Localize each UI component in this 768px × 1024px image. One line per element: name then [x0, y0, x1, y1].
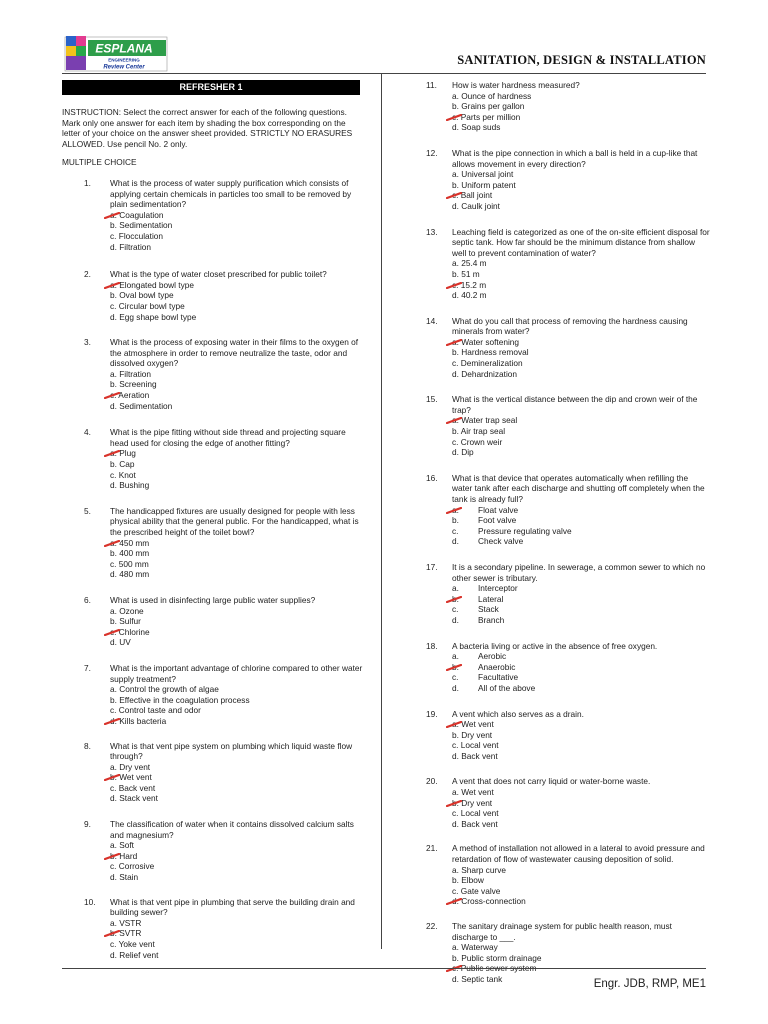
question-number: 12.	[426, 147, 438, 158]
option-text: Pressure regulating valve	[478, 525, 572, 536]
answer-option: d. Bushing	[110, 480, 150, 491]
question-number: 18.	[426, 640, 438, 651]
answer-option: d. Relief vent	[110, 949, 159, 960]
question-text: The handicapped fixtures are usually designed for people with less physical ability that the general public. For the handicapped, what is the prescribed height of the toilet bowl?	[110, 505, 359, 537]
answer-option: b. Hardness removal	[452, 347, 529, 358]
answer-option: d. Back vent	[452, 750, 498, 761]
answer-option: a. VSTR	[110, 917, 142, 928]
answer-option: a. Ozone	[110, 605, 144, 616]
option-letter: a.	[452, 583, 459, 594]
option-text: Interceptor	[478, 583, 518, 594]
option-letter: d.	[452, 536, 459, 547]
answer-option: c. Yoke vent	[110, 939, 155, 949]
question-number: 6.	[84, 594, 91, 605]
answer-option: c. Circular bowl type	[110, 300, 185, 311]
question-16	[426, 473, 710, 547]
answer-option	[452, 583, 710, 594]
answer-option: d. Filtration	[110, 241, 152, 252]
question-12	[426, 148, 710, 212]
answer-option: b. Dry vent	[452, 729, 493, 740]
svg-text:Review Center: Review Center	[103, 64, 145, 71]
answer-option: a. Coagulation	[110, 210, 364, 221]
answer-option: c. 15.2 m	[452, 280, 710, 291]
question-number: 16.	[426, 472, 438, 483]
question-text: What is that vent pipe in plumbing that serve the building drain and building sewer?	[110, 896, 355, 918]
question-text: A vent which also serves as a drain.	[452, 708, 584, 719]
question-number: 20.	[426, 776, 438, 787]
question-text: How is water hardness measured?	[452, 80, 580, 90]
answer-option: b. Air trap seal	[452, 426, 506, 437]
option-letter: c.	[452, 672, 459, 683]
question-10	[62, 897, 364, 961]
answer-option: c. Public sewer system	[452, 963, 710, 974]
answer-option	[452, 604, 710, 615]
answer-option: b. 400 mm	[110, 548, 150, 559]
question-body	[452, 921, 710, 985]
option-letter: b.	[452, 515, 459, 526]
answer-option: b. Sedimentation	[110, 220, 173, 231]
question-body	[110, 506, 364, 580]
svg-text:ENGINEERING: ENGINEERING	[108, 57, 140, 63]
answer-option: b. Sulfur	[110, 616, 141, 627]
answer-option: b. Uniform patent	[452, 179, 516, 190]
question-number: 5.	[84, 505, 91, 516]
answer-option: a. Soft	[110, 840, 134, 851]
answer-option: d. Stack vent	[110, 793, 158, 804]
question-9	[62, 819, 364, 883]
question-17	[426, 562, 710, 626]
answer-option: c. Flocculation	[110, 230, 164, 241]
answer-option: a. Sharp curve	[452, 864, 506, 875]
answer-option: b. Screening	[110, 379, 157, 390]
option-text: All of the above	[478, 682, 536, 693]
answer-option: d. Cross-connection	[452, 896, 710, 907]
answer-option: b. Hard	[110, 851, 364, 862]
option-text: Branch	[478, 614, 505, 625]
option-letter: d.	[452, 682, 459, 693]
question-text: A vent that does not carry liquid or water-borne waste.	[452, 776, 651, 787]
option-letter: b.	[452, 661, 459, 672]
question-text: What is the pipe connection in which a ball is held in a cup-like that allows movement in every direction?	[452, 147, 698, 169]
answer-option: c. Control taste and odor	[110, 705, 201, 716]
question-number: 14.	[426, 315, 438, 326]
question-number: 15.	[426, 394, 438, 405]
question-text: What is the process of exposing water in their films to the oxygen of the atmosphere in order to remove neutralize the taste, odor and dissolved oxygen?	[110, 337, 359, 369]
column-divider	[381, 74, 382, 949]
question-body	[110, 663, 364, 727]
question-body	[452, 473, 710, 547]
question-body	[452, 843, 710, 907]
question-body	[110, 337, 364, 411]
question-number: 17.	[426, 561, 438, 572]
question-body	[110, 819, 364, 883]
question-18	[426, 641, 710, 694]
question-text: What is the process of water supply purification which consists of applying certain chemicals in particles too small to be removed by plain sedimentation?	[110, 177, 352, 210]
answer-option: d. Septic tank	[452, 973, 503, 984]
question-8	[62, 741, 364, 805]
footer-author: Engr. JDB, RMP, ME1	[593, 978, 706, 990]
question-3	[62, 337, 364, 411]
answer-option: d. Caulk joint	[452, 200, 500, 211]
answer-option	[452, 526, 710, 537]
answer-option: b. Public storm drainage	[452, 952, 542, 963]
answer-option: c. Corrosive	[110, 861, 155, 872]
answer-option	[452, 505, 710, 516]
question-number: 10.	[84, 896, 96, 907]
answer-option: a. Waterway	[452, 942, 498, 953]
question-text: What is the pipe fitting without side thread and projecting square head used for closing the edge of another fitting?	[110, 427, 346, 448]
question-number: 21.	[426, 843, 438, 854]
question-text: The sanitary drainage system for public health reason, must discharge to ___.	[452, 921, 672, 942]
answer-option: d. UV	[110, 637, 131, 648]
answer-option: d. Egg shape bowl type	[110, 311, 197, 322]
question-body	[452, 709, 710, 762]
answer-option	[452, 683, 710, 694]
answer-option: d. Soap suds	[452, 122, 501, 133]
question-text: What is used in disinfecting large public water supplies?	[110, 594, 316, 605]
question-19	[426, 709, 710, 762]
question-number: 22.	[426, 921, 438, 931]
option-letter: a.	[452, 651, 459, 662]
question-text: What do you call that process of removing the hardness causing minerals from water?	[452, 315, 688, 337]
question-7	[62, 663, 364, 727]
footer-rule	[62, 968, 706, 969]
question-text: What is the vertical distance between the dip and crown weir of the trap?	[452, 394, 698, 415]
question-2	[62, 269, 364, 322]
question-body	[452, 148, 710, 212]
answer-option: b. Grains per gallon	[452, 101, 525, 112]
answer-option: b. Wet vent	[110, 772, 364, 783]
question-text: What is that device that operates automatically when refilling the water tank after each discharge and shutting off completely when the tank is already full?	[452, 472, 705, 504]
answer-option: b. Dry vent	[452, 798, 710, 809]
question-number: 1.	[84, 177, 91, 188]
question-text: What is that vent pipe system on plumbing which liquid waste flow through?	[110, 740, 353, 762]
question-number: 9.	[84, 819, 91, 830]
question-body	[452, 562, 710, 626]
answer-option: c. Local vent	[452, 740, 499, 751]
question-text: What is the important advantage of chlorine compared to other water supply treatment?	[110, 662, 363, 684]
option-text: Aerobic	[478, 651, 507, 662]
answer-option	[452, 672, 710, 683]
answer-option: c. Knot	[110, 469, 136, 480]
question-body	[452, 80, 710, 133]
answer-option	[452, 515, 710, 526]
answer-option: a. Universal joint	[452, 169, 514, 180]
left-column	[62, 80, 364, 960]
question-body	[452, 776, 710, 829]
answer-option: c. Gate valve	[452, 885, 501, 896]
answer-option	[452, 651, 710, 662]
question-text: A method of installation not allowed in a lateral to avoid pressure and retardation of flow of wastewater causing deposition of solid.	[452, 843, 705, 865]
answer-option: c. Ball joint	[452, 190, 710, 201]
refresher-title: REFRESHER 1	[62, 80, 360, 95]
option-letter: d.	[452, 614, 459, 625]
answer-option: d. 480 mm	[110, 569, 150, 580]
answer-option: d. Dehardnization	[452, 368, 518, 379]
instruction-text: INSTRUCTION: Select the correct answer for each of the following questions. Mark only one answer for each item by shading the box corresponding on the letter of your choice on the answer sheet provided. STRICTLY NO ERASURES ALLOWED. Use pencil No. 2 only.	[62, 107, 353, 149]
question-body	[110, 595, 364, 648]
question-body	[110, 897, 364, 961]
option-text: Check valve	[478, 536, 524, 547]
answer-option: a. 25.4 m	[452, 258, 487, 269]
question-body	[452, 641, 710, 694]
answer-option: a. Plug	[110, 448, 364, 459]
answer-option: d. Dip	[452, 447, 474, 458]
question-14	[426, 316, 710, 380]
answer-option: c. 500 mm	[110, 558, 149, 569]
answer-option: c. Back vent	[110, 782, 156, 793]
question-number: 19.	[426, 708, 438, 719]
answer-option: d. Sedimentation	[110, 400, 173, 411]
answer-option: c. Chlorine	[110, 627, 364, 638]
question-number: 7.	[84, 662, 91, 673]
answer-option: a. 450 mm	[110, 538, 364, 549]
question-5	[62, 506, 364, 580]
header-rule	[62, 73, 706, 74]
question-text: Leaching field is categorized as one of the on-site efficient disposal for septic tank. How far should be the minimum distance from shallow well to prevent contamination of water?	[452, 226, 710, 258]
answer-option: a. Filtration	[110, 368, 152, 379]
answer-option: c. Aeration	[110, 390, 364, 401]
question-body	[452, 316, 710, 380]
option-letter: c.	[452, 604, 459, 615]
answer-option: a. Dry vent	[110, 761, 151, 772]
question-20	[426, 776, 710, 829]
answer-option: d. Stain	[110, 872, 139, 883]
answer-option: a. Water trap seal	[452, 415, 710, 426]
question-body	[110, 427, 364, 491]
option-text: Lateral	[478, 593, 504, 604]
question-6	[62, 595, 364, 648]
question-text: A bacteria living or active in the absence of free oxygen.	[452, 640, 658, 651]
question-text: What is the type of water closet prescribed for public toilet?	[110, 269, 327, 280]
answer-option	[452, 662, 710, 673]
answer-option: b. Effective in the coagulation process	[110, 694, 250, 705]
option-letter: b.	[452, 593, 459, 604]
option-text: Anaerobic	[478, 661, 516, 672]
answer-option: b. 51 m	[452, 268, 480, 279]
question-number: 4.	[84, 427, 91, 438]
answer-option: b. SVTR	[110, 928, 364, 939]
question-1	[62, 178, 364, 252]
answer-option: d. Back vent	[452, 818, 498, 829]
question-body	[110, 178, 364, 252]
question-21	[426, 843, 710, 907]
option-text: Stack	[478, 604, 499, 615]
answer-option: d. Kills bacteria	[110, 716, 364, 727]
answer-option: a. Control the growth of algae	[110, 684, 219, 695]
document-title: SANITATION, DESIGN & INSTALLATION	[457, 53, 706, 67]
answer-option	[452, 536, 710, 547]
question-text: It is a secondary pipeline. In sewerage, a common sewer to which no other sewer is tributary.	[452, 561, 706, 583]
answer-option	[452, 594, 710, 605]
answer-option	[452, 615, 710, 626]
left-question-list	[62, 178, 364, 960]
svg-text:ESPLANA: ESPLANA	[95, 41, 153, 56]
question-number: 2.	[84, 269, 91, 280]
question-4	[62, 427, 364, 491]
question-body	[452, 394, 710, 458]
question-number: 11.	[426, 80, 437, 90]
question-13	[426, 227, 710, 301]
question-number: 8.	[84, 740, 91, 751]
right-question-list	[426, 80, 710, 985]
question-11	[426, 80, 710, 133]
answer-option: b. Oval bowl type	[110, 290, 174, 301]
answer-option: c. Crown weir	[452, 436, 503, 447]
question-number: 13.	[426, 226, 438, 237]
answer-option: a. Water softening	[452, 337, 710, 348]
question-body	[110, 269, 364, 322]
question-22	[426, 921, 710, 985]
question-body	[452, 227, 710, 301]
question-text: The classification of water when it contains dissolved calcium salts and magnesium?	[110, 819, 354, 840]
answer-option: c. Local vent	[452, 808, 499, 819]
question-number: 3.	[84, 337, 91, 348]
right-column	[426, 80, 710, 985]
answer-option: a. Wet vent	[452, 719, 710, 730]
answer-option: b. Elbow	[452, 875, 484, 886]
answer-option: b. Cap	[110, 459, 135, 470]
answer-option: d. 40.2 m	[452, 290, 487, 301]
option-letter: c.	[452, 525, 459, 536]
option-text: Facultative	[478, 672, 519, 683]
answer-option: c. Parts per million	[452, 112, 710, 123]
esplana-logo	[62, 34, 170, 76]
question-15	[426, 394, 710, 458]
option-letter: a.	[452, 504, 459, 515]
option-text: Foot valve	[478, 515, 517, 526]
question-body	[110, 741, 364, 805]
answer-option: c. Demineralization	[452, 358, 523, 369]
section-heading: MULTIPLE CHOICE	[62, 157, 137, 168]
answer-option: a. Ounce of hardness	[452, 90, 532, 101]
answer-option: a. Wet vent	[452, 787, 494, 798]
option-text: Float valve	[478, 504, 519, 515]
answer-option: a. Elongated bowl type	[110, 280, 364, 291]
